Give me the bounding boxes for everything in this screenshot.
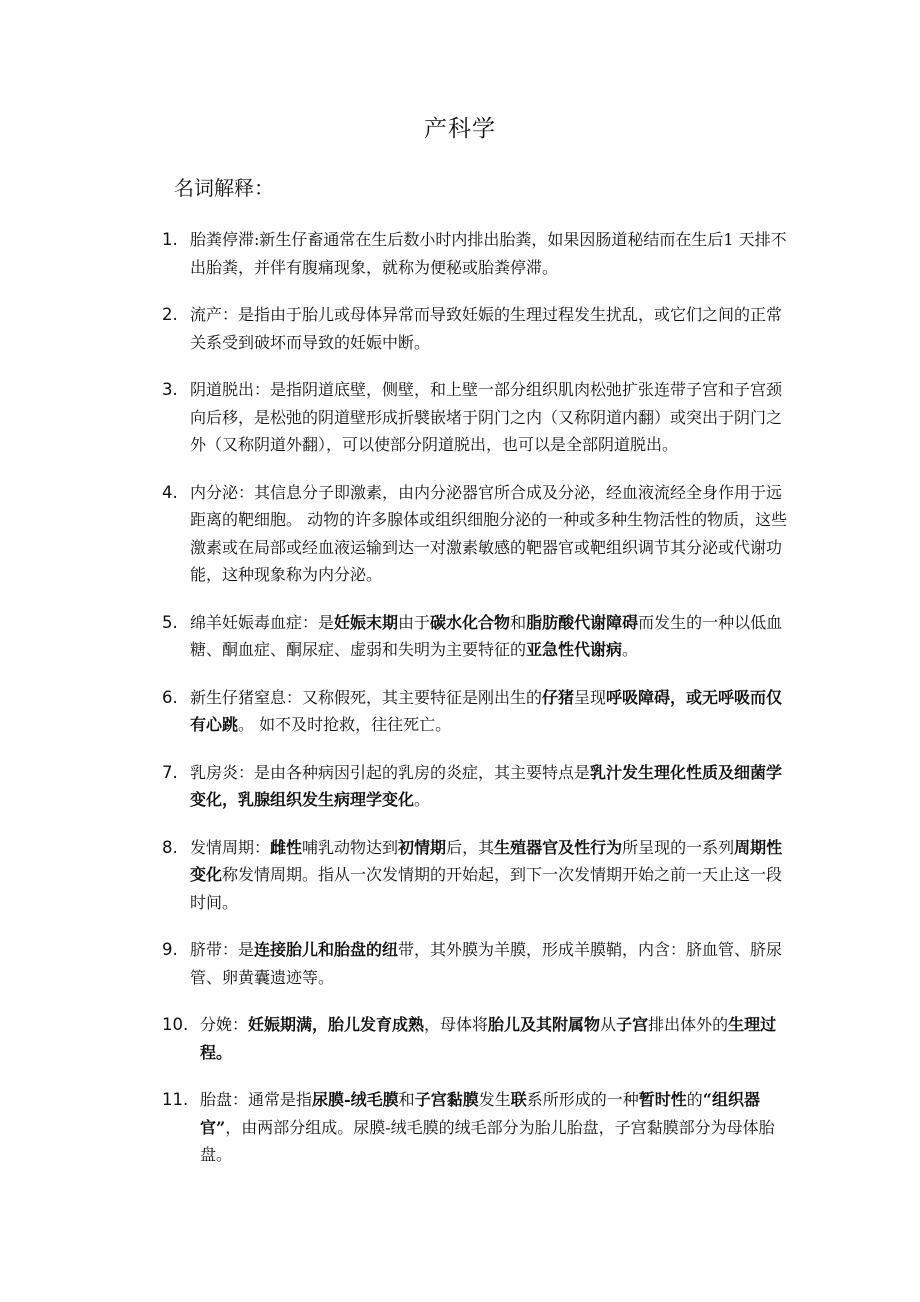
list-item <box>162 759 790 814</box>
item-text <box>200 1015 776 1062</box>
text-run: 系所形成的一种 <box>526 1090 639 1109</box>
text-run: 由于 <box>398 612 431 632</box>
list-item <box>162 609 790 664</box>
text-run: 流产：是指由于胎儿或母体异常而导致妊娠的生理过程发生扰乱，或它们之间的正常关系受到破坏而导致的妊娠中断。 <box>190 305 783 352</box>
text-run: 发情周期： <box>190 837 271 857</box>
text-run: 胎粪停滞:新生仔畜通常在生后数小时内排出胎粪，如果因肠道秘结而在生后1 天排不出胎粪，并伴有腹痛现象，就称为便秘或胎粪停滞。 <box>190 230 787 277</box>
text-run: 。 如不及时抢救，往往死亡。 <box>238 715 452 734</box>
item-text <box>190 230 787 277</box>
item-number: 6. <box>162 687 178 707</box>
item-text <box>190 838 782 912</box>
bold-term: 呼吸障碍，或无呼吸而仅有心跳 <box>190 687 783 734</box>
item-text <box>190 688 782 735</box>
bold-term: 胎儿及其附属物 <box>488 1015 601 1034</box>
text-run: 阴道脱出：是指阴道底壁，侧壁，和上壁一部分组织肌肉松弛扩张连带子宫和子宫颈向后移，是松弛的阴道壁形成折襞嵌堵于阴门之内（又称阴道内翻）或突出于阴门之外（又称阴道外翻），可以使部分阴道脱出，也可以是全部阴道脱出。 <box>190 380 783 454</box>
text-run: 排出体外的 <box>648 1015 729 1034</box>
text-run: 分娩： <box>200 1015 249 1034</box>
bold-term: 亚急性代谢病 <box>526 640 623 659</box>
list-item <box>162 1086 790 1169</box>
list-item <box>162 684 790 739</box>
bold-term: 暂时性 <box>638 1090 687 1109</box>
item-text <box>190 940 782 987</box>
text-run: 带，其外膜为羊膜，形成羊膜鞘，内含：脐血管、脐尿管、卵黄囊遗迹等。 <box>190 940 783 987</box>
text-run: 和 <box>510 612 527 632</box>
bold-term: 生理过程。 <box>200 1015 777 1062</box>
bold-term: 联 <box>510 1090 527 1109</box>
item-number: 10. <box>162 1015 189 1034</box>
text-run: 所呈现的一系列 <box>622 837 735 857</box>
text-run: 。 <box>622 640 639 659</box>
list-item <box>162 376 790 459</box>
text-run: 和 <box>398 1090 415 1109</box>
text-run: 内分泌：其信息分子即激素，由内分泌器官所合成及分泌，经血液流经全身作用于远距离的靶细胞。 动物的许多腺体或组织细胞分泌的一种或多种生物活性的物质，这些激素或在局部或经血液运输到达一对激素敏感的靶器官或靶组织调节其分泌或代谢功能，这种现象称为内分泌。 <box>190 482 788 584</box>
text-run: 脐带：是 <box>190 940 255 959</box>
bold-term: 子宫黏膜 <box>414 1090 479 1109</box>
bold-term: 妊娠期满，胎儿发育成熟 <box>248 1015 425 1034</box>
item-number: 4. <box>162 482 178 502</box>
list-item <box>162 226 790 281</box>
text-run: 。 <box>414 790 431 809</box>
text-run: 称发情周期。指从一次发情期的开始起，到下一次发情期开始之前一天止这一段时间。 <box>190 865 783 912</box>
list-item <box>162 834 790 917</box>
item-number: 1. <box>162 230 178 249</box>
item-number: 11. <box>162 1090 189 1109</box>
text-run: 新生仔猪窒息：又称假死，其主要特征是刚出生的 <box>190 687 543 707</box>
term-list <box>162 226 790 1189</box>
text-run: 的 <box>686 1090 703 1109</box>
text-run: 后，其 <box>446 837 495 857</box>
section-heading: 名词解释： <box>174 176 274 200</box>
item-number: 9. <box>162 940 178 959</box>
text-run: ，母体将 <box>424 1015 489 1034</box>
text-run: 乳房炎：是由各种病因引起的乳房的炎症，其主要特点是 <box>190 762 591 782</box>
item-text <box>190 380 782 454</box>
bold-term: 脂肪酸代谢障碍 <box>526 612 639 632</box>
text-run: ，由两部分组成。尿膜-绒毛膜的绒毛部分为胎儿胎盘，子宫黏膜部分为母体胎盘。 <box>200 1117 775 1164</box>
bold-term: 生殖器官及性行为 <box>494 837 623 857</box>
bold-term: 乳汁发生理化性质及细菌学变化，乳腺组织发生病理学变化 <box>190 762 783 809</box>
document-title: 产科学 <box>424 116 496 142</box>
text-run: 呈现 <box>574 687 607 707</box>
bold-term: 仔猪 <box>542 687 575 707</box>
bold-term: “组织器官” <box>200 1090 760 1137</box>
item-text <box>200 1090 775 1164</box>
bold-term: 初情期 <box>398 837 447 857</box>
bold-term: 妊娠末期 <box>334 612 399 632</box>
text-run: 胎盘：通常是指 <box>200 1090 313 1109</box>
item-number: 7. <box>162 762 178 782</box>
list-item <box>162 936 790 991</box>
list-item <box>162 479 790 589</box>
item-text <box>190 483 787 585</box>
text-run: 从 <box>600 1015 617 1034</box>
item-number: 3. <box>162 380 178 399</box>
item-text <box>190 305 782 352</box>
text-run: 发生 <box>478 1090 511 1109</box>
list-item <box>162 301 790 356</box>
bold-term: 尿膜-绒毛膜 <box>312 1090 399 1109</box>
item-number: 2. <box>162 305 178 324</box>
bold-term: 雌性 <box>270 837 303 857</box>
text-run: 绵羊妊娠毒血症：是 <box>190 612 335 632</box>
bold-term: 子宫 <box>616 1015 649 1034</box>
bold-term: 周期性变化 <box>190 837 783 884</box>
item-number: 5. <box>162 612 178 632</box>
text-run: 哺乳动物达到 <box>302 837 399 857</box>
item-text <box>190 613 782 660</box>
item-number: 8. <box>162 837 178 857</box>
item-text <box>190 763 782 810</box>
bold-term: 碳水化合物 <box>430 612 511 632</box>
bold-term: 连接胎儿和胎盘的纽 <box>254 940 399 959</box>
text-run: 而发生的一种以低血糖、酮血症、酮尿症、虚弱和失明为主要特征的 <box>190 612 783 659</box>
list-item <box>162 1011 790 1066</box>
